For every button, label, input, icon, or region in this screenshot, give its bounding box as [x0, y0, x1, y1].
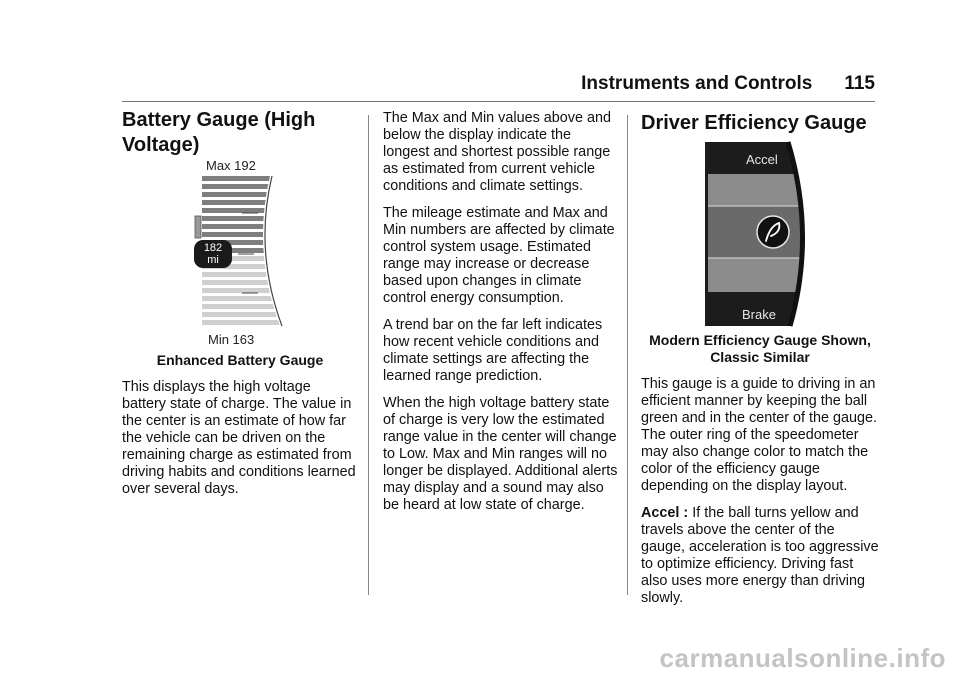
- column-middle: [383, 110, 619, 524]
- battery-title-line1: Battery Gauge (High: [122, 109, 316, 131]
- middle-paragraph-3: A trend bar on the far left indicates how recent vehicle conditions and climate settings are affecting the learned range prediction.: [383, 317, 603, 384]
- column-divider-left: [368, 115, 369, 595]
- watermark-logo: carmanualsonline.info: [659, 643, 946, 673]
- efficiency-paragraph-1: This gauge is a guide to driving in an efficient manner by keeping the ball green and in the center of the gauge. The outer ring of the speedometer may also change color to match the color of the efficiency gauge depending on the display layout.: [641, 376, 878, 494]
- max-range-label: Max 192: [206, 158, 256, 173]
- accel-paragraph: [641, 505, 879, 607]
- battery-figure-caption: Enhanced Battery Gauge: [156, 352, 324, 368]
- middle-paragraph-2: The mileage estimate and Max and Min numbers are affected by climate control system usage. Estimated range may increase or decrease based upon changes in climate control energy consumption.: [383, 205, 615, 306]
- efficiency-gauge-graphic: [700, 140, 820, 330]
- efficiency-ball-icon: [757, 216, 789, 248]
- column-battery: [122, 108, 358, 158]
- battery-section-title: [122, 108, 358, 158]
- efficiency-caption-line2: Classic Similar: [710, 349, 810, 365]
- efficiency-gauge-figure: [700, 140, 820, 330]
- middle-paragraph-1: The Max and Min values above and below the display indicate the longest and shortest possible range as estimated from current vehicle conditions and climate settings.: [383, 110, 611, 194]
- battery-gauge-figure: [180, 158, 300, 348]
- column-divider-right: [627, 115, 628, 595]
- accel-description: If the ball turns yellow and travels above the center of the gauge, acceleration is too aggressive to optimize efficiency. Driving fast also uses more energy than driving slowly.: [641, 505, 879, 606]
- efficiency-figure-caption: [641, 332, 879, 366]
- efficiency-caption-line1: Modern Efficiency Gauge Shown,: [649, 332, 871, 348]
- range-unit: mi: [207, 254, 219, 266]
- battery-title-line2: Voltage): [122, 134, 200, 156]
- efficiency-section-title: Driver Efficiency Gauge: [641, 112, 867, 134]
- efficiency-text: [641, 332, 879, 617]
- brake-gauge-label: Brake: [742, 307, 776, 322]
- header-rule: [122, 101, 875, 102]
- chapter-title: Instruments and Controls: [581, 73, 813, 94]
- column-efficiency: [641, 111, 877, 136]
- accel-gauge-label: Accel: [746, 152, 778, 167]
- battery-text: [122, 352, 358, 508]
- running-head: [581, 73, 875, 95]
- range-readout: [194, 240, 232, 268]
- accel-term: Accel :: [641, 505, 689, 521]
- range-value: 182: [203, 242, 223, 254]
- middle-paragraph-4: When the high voltage battery state of charge is very low the estimated range value in the center will change to Low. Max and Min ranges will no longer be displayed. Additional alerts may display and a sound may also be heard at low state of charge.: [383, 395, 618, 513]
- page-number: 115: [844, 73, 875, 94]
- min-range-label: Min 163: [208, 332, 255, 347]
- battery-paragraph-1: This displays the high voltage battery state of charge. The value in the center is an estimate of how far the vehicle can be driven on the remaining charge as estimated from driving habits and conditions learned over several days.: [122, 379, 356, 497]
